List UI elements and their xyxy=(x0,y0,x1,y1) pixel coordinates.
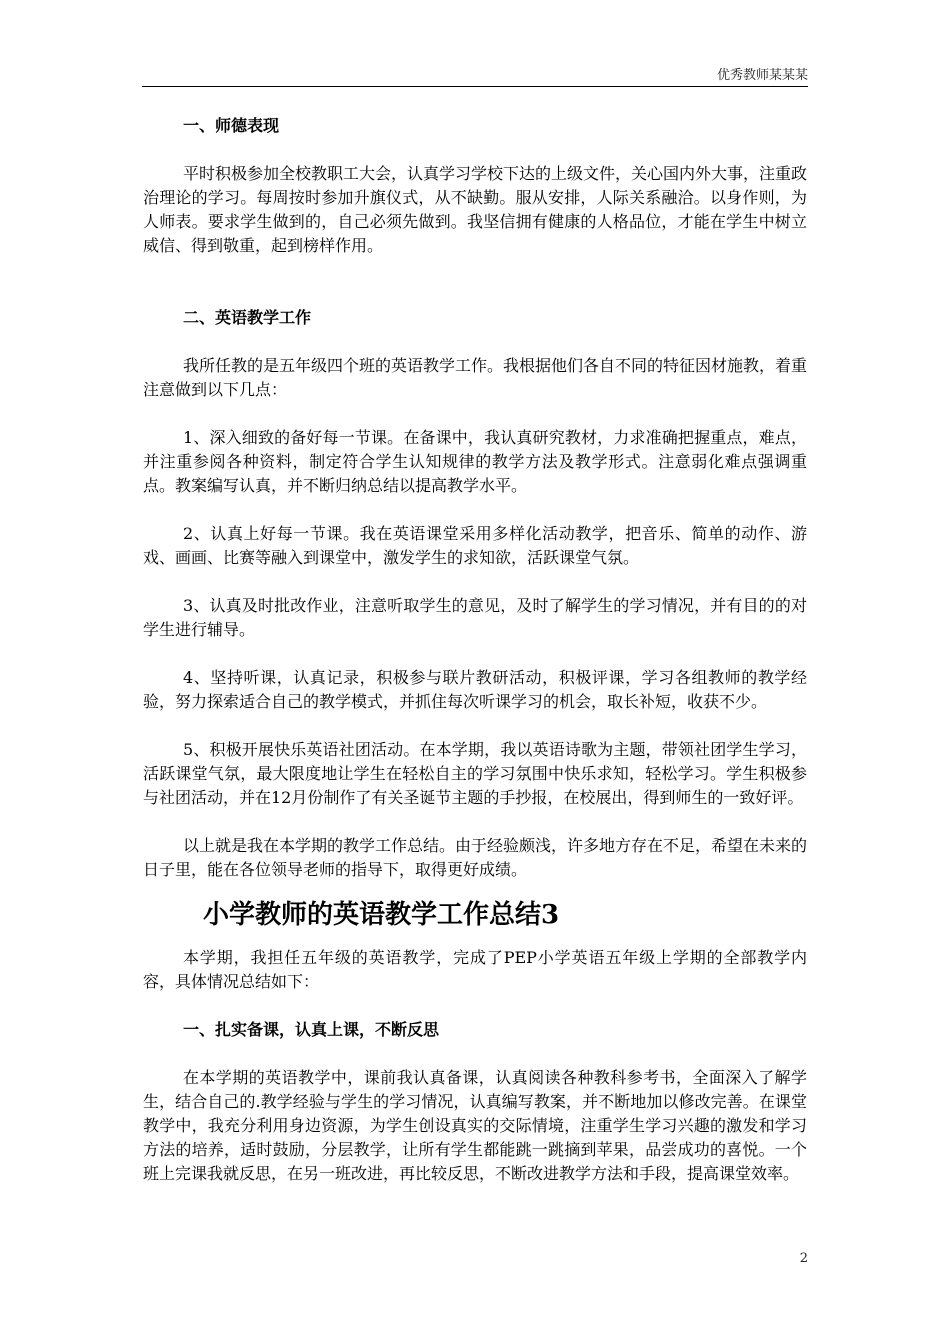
paragraph-point-1: 1、深入细致的备好每一节课。在备课中，我认真研究教材，力求准确把握重点，难点，并注重参阅各种资料，制定符合学生认知规律的教学方法及教学形式。注意弱化难点强调重点。教案编写认真，并不断归纳总结以提高教学水平。 xyxy=(143,428,807,495)
paragraph-conclusion: 以上就是我在本学期的教学工作总结。由于经验颇浅，许多地方存在不足，希望在未来的日子里，能在各位领导老师的指导下，取得更好成绩。 xyxy=(143,836,808,879)
document-title: 小学教师的英语教学工作总结3 xyxy=(203,900,560,930)
page-header-text: 优秀教师某某某 xyxy=(716,68,808,83)
header-rule xyxy=(142,86,808,87)
page-number: 2 xyxy=(799,1251,808,1266)
section-heading-teaching: 二、英语教学工作 xyxy=(183,308,312,327)
paragraph-doc3-intro: 本学期，我担任五年级的英语教学，完成了PEP小学英语五年级上学期的全部教学内容，具体情况总结如下： xyxy=(143,948,807,991)
document-body xyxy=(143,114,807,1186)
paragraph-point-2: 2、认真上好每一节课。我在英语课堂采用多样化活动教学，把音乐、简单的动作、游戏、画画、比赛等融入到课堂中，激发学生的求知欲，活跃课堂气氛。 xyxy=(143,524,807,567)
paragraph-point-5: 5、积极开展快乐英语社团活动。在本学期，我以英语诗歌为主题，带领社团学生学习，活跃课堂气氛，最大限度地让学生在轻松自主的学习氛围中快乐求知，轻松学习。学生积极参与社团活动，并在12月份制作了有关圣诞节主题的手抄报，在校展出，得到师生的一致好评。 xyxy=(143,740,807,807)
section-heading-preparation: 一、扎实备课，认真上课，不断反思 xyxy=(183,1020,440,1039)
paragraph-teaching-intro: 我所任教的是五年级四个班的英语教学工作。我根据他们各自不同的特征因材施教，着重注意做到以下几点： xyxy=(143,356,808,399)
paragraph-point-3: 3、认真及时批改作业，注意听取学生的意见，及时了解学生的学习情况，并有目的的对学生进行辅导。 xyxy=(143,596,807,639)
section-heading-ethics: 一、师德表现 xyxy=(183,116,280,135)
paragraph-point-4: 4、坚持听课，认真记录，积极参与联片教研活动，积极评课，学习各组教师的教学经验，努力探索适合自己的教学模式，并抓住每次听课学习的机会，取长补短，收获不少。 xyxy=(143,668,807,711)
paragraph-ethics: 平时积极参加全校教职工大会，认真学习学校下达的上级文件，关心国内外大事，注重政治理论的学习。每周按时参加升旗仪式，从不缺勤。服从安排，人际关系融洽。以身作则，为人师表。要求学生做到的，自己必须先做到。我坚信拥有健康的人格品位，才能在学生中树立威信、得到敬重，起到榜样作用。 xyxy=(143,164,808,255)
paragraph-preparation: 在本学期的英语教学中，课前我认真备课，认真阅读各种教科参考书，全面深入了解学生，结合自己的.教学经验与学生的学习情况，认真编写教案，并不断地加以修改完善。在课堂教学中，我充分利用身边资源，为学生创设真实的交际情境，注重学生学习兴趣的激发和学习方法的培养，适时鼓励，分层教学，让所有学生都能跳一跳摘到苹果，品尝成功的喜悦。一个班上完课我就反思，在另一班改进，再比较反思，不断改进教学方法和手段，提高课堂效率。 xyxy=(143,1068,807,1183)
